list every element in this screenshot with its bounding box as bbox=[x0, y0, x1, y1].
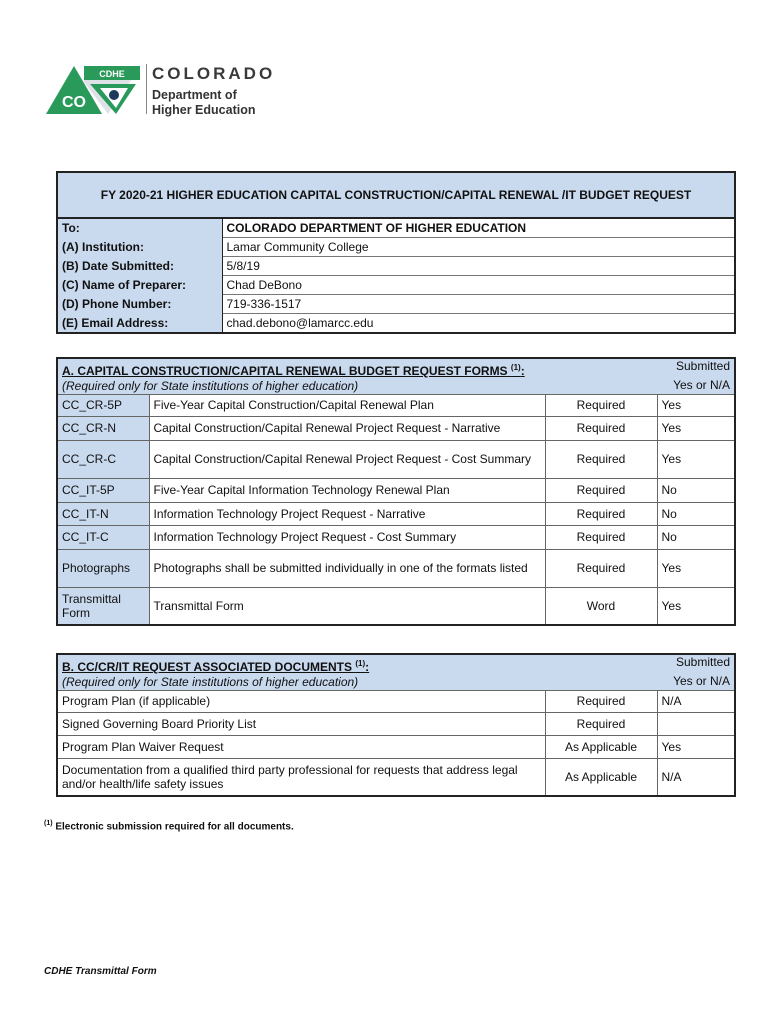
document-submitted[interactable]: N/A bbox=[657, 758, 735, 796]
footnote-text: Electronic submission required for all documents. bbox=[52, 821, 294, 833]
section-a-submitted-header: Submitted bbox=[657, 358, 735, 378]
section-a-note-text: (Required only for State institutions of higher education) bbox=[62, 378, 359, 393]
section-a-note bbox=[57, 378, 657, 394]
form-code: CC_CR-5P bbox=[57, 394, 149, 416]
logo-mark-text: CO bbox=[62, 94, 86, 111]
section-b-submitted-sub: Yes or N/A bbox=[657, 674, 735, 690]
logo-divider bbox=[146, 64, 147, 114]
email-label: (E) Email Address: bbox=[57, 314, 222, 334]
form-code: Transmittal Form bbox=[57, 587, 149, 625]
logo-name: COLORADO bbox=[152, 64, 276, 83]
form-submitted[interactable]: Yes bbox=[657, 440, 735, 478]
section-a-title bbox=[57, 358, 657, 378]
table-row bbox=[57, 416, 735, 440]
to-label: To: bbox=[57, 218, 222, 238]
logo-subtitle bbox=[152, 88, 255, 118]
form-title: FY 2020-21 HIGHER EDUCATION CAPITAL CONSTRUCTION/CAPITAL RENEWAL /IT BUDGET REQUEST bbox=[57, 172, 735, 218]
logo-badge-text: CDHE bbox=[99, 69, 125, 79]
form-submitted[interactable]: Yes bbox=[657, 549, 735, 587]
email-field[interactable]: chad.debono@lamarcc.edu bbox=[226, 316, 374, 330]
logo-sub-line2: Higher Education bbox=[152, 103, 256, 117]
section-b-title-suffix: : bbox=[365, 660, 370, 674]
form-description: Capital Construction/Capital Renewal Project Request - Narrative bbox=[149, 416, 545, 440]
form-requirement: Required bbox=[545, 525, 657, 549]
form-description: Capital Construction/Capital Renewal Project Request - Cost Summary bbox=[149, 440, 545, 478]
form-description: Five-Year Capital Information Technology Renewal Plan bbox=[149, 478, 545, 502]
form-requirement: Word bbox=[545, 587, 657, 625]
preparer-field[interactable]: Chad DeBono bbox=[222, 276, 735, 295]
request-header-table bbox=[56, 171, 736, 334]
footnote-marker: (1) bbox=[44, 820, 53, 827]
section-b-title-text: B. CC/CR/IT REQUEST ASSOCIATED DOCUMENTS bbox=[62, 660, 353, 674]
document-requirement: Required bbox=[545, 712, 657, 735]
form-code: CC_IT-C bbox=[57, 525, 149, 549]
table-row bbox=[57, 525, 735, 549]
form-submitted[interactable]: No bbox=[657, 478, 735, 502]
section-b-note-text: (Required only for State institutions of higher education) bbox=[62, 674, 359, 689]
section-a-table bbox=[56, 357, 736, 626]
section-b-footnote-ref: (1) bbox=[355, 659, 366, 668]
form-requirement: Required bbox=[545, 416, 657, 440]
form-submitted[interactable]: Yes bbox=[657, 416, 735, 440]
form-submitted[interactable]: Yes bbox=[657, 587, 735, 625]
form-submitted[interactable]: Yes bbox=[657, 394, 735, 416]
form-description: Five-Year Capital Construction/Capital Renewal Plan bbox=[149, 394, 545, 416]
preparer-label: (C) Name of Preparer: bbox=[57, 276, 222, 295]
section-b-submitted-header: Submitted bbox=[657, 654, 735, 674]
form-submitted[interactable]: No bbox=[657, 502, 735, 525]
document-description: Program Plan Waiver Request bbox=[57, 735, 545, 758]
section-a-title-suffix: : bbox=[520, 364, 525, 378]
table-row bbox=[57, 440, 735, 478]
document-description: Program Plan (if applicable) bbox=[57, 690, 545, 712]
phone-field[interactable]: 719-336-1517 bbox=[222, 295, 735, 314]
section-a-title-text: A. CAPITAL CONSTRUCTION/CAPITAL RENEWAL BUDGET REQUEST FORMS bbox=[62, 364, 508, 378]
form-description: Information Technology Project Request - Cost Summary bbox=[149, 525, 545, 549]
section-a-submitted-sub: Yes or N/A bbox=[657, 378, 735, 394]
section-b-table bbox=[56, 653, 736, 797]
table-row bbox=[57, 587, 735, 625]
table-row bbox=[57, 712, 735, 735]
form-submitted[interactable]: No bbox=[657, 525, 735, 549]
to-value: COLORADO DEPARTMENT OF HIGHER EDUCATION bbox=[222, 218, 735, 238]
table-row bbox=[57, 502, 735, 525]
phone-label: (D) Phone Number: bbox=[57, 295, 222, 314]
document-requirement: Required bbox=[545, 690, 657, 712]
section-b-note bbox=[57, 674, 657, 690]
document-description: Documentation from a qualified third party professional for requests that address legal and/or health/life safety issues bbox=[57, 758, 545, 796]
footnote bbox=[44, 820, 294, 832]
document-description: Signed Governing Board Priority List bbox=[57, 712, 545, 735]
form-description: Information Technology Project Request - Narrative bbox=[149, 502, 545, 525]
form-code: Photographs bbox=[57, 549, 149, 587]
form-requirement: Required bbox=[545, 549, 657, 587]
table-row bbox=[57, 690, 735, 712]
form-code: CC_CR-N bbox=[57, 416, 149, 440]
table-row bbox=[57, 549, 735, 587]
document-submitted[interactable]: Yes bbox=[657, 735, 735, 758]
document-submitted[interactable]: N/A bbox=[657, 690, 735, 712]
institution-label: (A) Institution: bbox=[57, 238, 222, 257]
institution-field[interactable]: Lamar Community College bbox=[222, 238, 735, 257]
section-b-title bbox=[57, 654, 657, 674]
colorado-mountain-logo-icon bbox=[44, 62, 144, 118]
date-submitted-field[interactable]: 5/8/19 bbox=[222, 257, 735, 276]
page-footer: CDHE Transmittal Form bbox=[44, 966, 157, 977]
form-requirement: Required bbox=[545, 478, 657, 502]
form-requirement: Required bbox=[545, 394, 657, 416]
table-row bbox=[57, 735, 735, 758]
table-row bbox=[57, 758, 735, 796]
date-submitted-label: (B) Date Submitted: bbox=[57, 257, 222, 276]
document-requirement: As Applicable bbox=[545, 758, 657, 796]
document-requirement: As Applicable bbox=[545, 735, 657, 758]
table-row bbox=[57, 394, 735, 416]
form-code: CC_IT-N bbox=[57, 502, 149, 525]
form-description: Photographs shall be submitted individually in one of the formats listed bbox=[149, 549, 545, 587]
logo-sub-line1: Department of bbox=[152, 88, 237, 102]
section-a-footnote-ref: (1) bbox=[510, 363, 521, 372]
form-requirement: Required bbox=[545, 440, 657, 478]
form-code: CC_IT-5P bbox=[57, 478, 149, 502]
form-description: Transmittal Form bbox=[149, 587, 545, 625]
form-requirement: Required bbox=[545, 502, 657, 525]
cdhe-logo bbox=[44, 62, 304, 122]
table-row bbox=[57, 478, 735, 502]
document-submitted[interactable] bbox=[657, 712, 735, 735]
form-code: CC_CR-C bbox=[57, 440, 149, 478]
